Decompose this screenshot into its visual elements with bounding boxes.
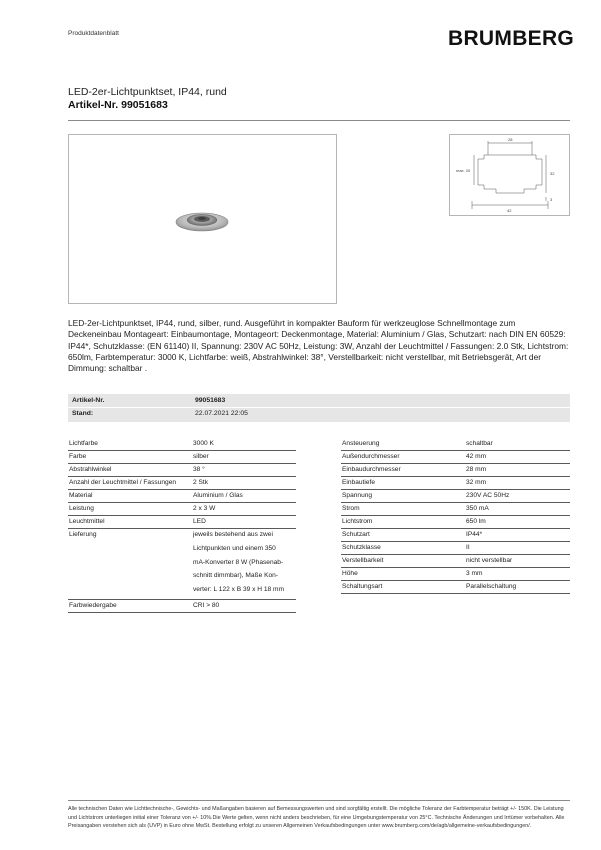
spec-key: Außendurchmesser bbox=[342, 453, 400, 460]
spec-row bbox=[341, 477, 570, 490]
spec-row bbox=[341, 451, 570, 464]
spec-key: Farbwiedergabe bbox=[69, 602, 117, 609]
spec-key: Anzahl der Leuchtmittel / Fassungen bbox=[69, 479, 177, 486]
spec-row bbox=[68, 529, 296, 600]
spec-row bbox=[68, 503, 296, 516]
dim-right-small-label: 3 bbox=[550, 197, 553, 202]
spec-value: schaltbar bbox=[466, 440, 493, 447]
spec-row bbox=[341, 516, 570, 529]
meta-row-date bbox=[68, 408, 570, 420]
brand-logo: BRUMBERG bbox=[448, 27, 575, 50]
dim-left-label: max. 20 bbox=[456, 168, 471, 173]
spec-table-left bbox=[68, 438, 296, 613]
spec-value-line: verter: L 122 x B 39 x H 18 mm bbox=[193, 586, 285, 594]
spec-row bbox=[68, 490, 296, 503]
spec-value: 2 x 3 W bbox=[193, 505, 216, 512]
spec-key: Schutzklasse bbox=[342, 544, 381, 551]
spec-value: 38 ° bbox=[193, 466, 205, 473]
spec-key: Material bbox=[69, 492, 93, 499]
spec-key: Schutzart bbox=[342, 531, 370, 538]
spec-value: silber bbox=[193, 453, 209, 460]
spec-value bbox=[193, 528, 284, 597]
spec-key: Verstellbarkeit bbox=[342, 557, 384, 564]
spec-value-line: mA-Konverter 8 W (Phasenab- bbox=[193, 558, 284, 566]
article-meta-box bbox=[68, 394, 570, 422]
spec-key: Leuchtmittel bbox=[69, 518, 105, 525]
product-title: LED-2er-Lichtpunktset, IP44, rund bbox=[68, 86, 227, 98]
dim-right-label: 32 bbox=[550, 171, 555, 176]
meta-date-value: 22.07.2021 22:05 bbox=[195, 410, 248, 417]
spec-row bbox=[341, 503, 570, 516]
spec-table-right bbox=[341, 438, 570, 594]
meta-date-label: Stand: bbox=[72, 410, 94, 417]
dim-bottom-label: 42 bbox=[507, 208, 512, 213]
spec-key: Einbautiefe bbox=[342, 479, 375, 486]
spec-value: Parallelschaltung bbox=[466, 583, 517, 590]
spec-row bbox=[341, 529, 570, 542]
spec-key: Abstrahlwinkel bbox=[69, 466, 112, 473]
spec-value: II bbox=[466, 544, 470, 551]
product-photo bbox=[68, 134, 337, 304]
spec-row bbox=[341, 490, 570, 503]
spec-key: Farbe bbox=[69, 453, 87, 460]
spec-value: 350 mA bbox=[466, 505, 489, 512]
product-description: LED-2er-Lichtpunktset, IP44, rund, silber, rund. Ausgeführt in kompakter Bauform für werkzeuglose Schnellmontage zum Deckeneinbau Montageart: Einbaumontage, Montageort: Deckenmontage, Material: Aluminium / Glas, Schutzart: nach DIN EN 60529: IP44*, Schutzklasse: (EN 61140) II, Spannung: 230V AC 50Hz, Leistung: 3W, Anzahl der Leuchtmittel / Fassungen: 2.0 Stk, Lichtstrom: 650lm, Farbtemperatur: 3000 K, Lichtfarbe: weiß, Abstrahlwinkel: 38°, Verstellbarkeit: nicht verstellbar, mit Betriebsgerät, Art der Dimmung: schaltbar . bbox=[68, 318, 569, 374]
spec-key: Lichtstrom bbox=[342, 518, 373, 525]
spec-value: IP44* bbox=[466, 531, 483, 538]
spec-key: Lichtfarbe bbox=[69, 440, 98, 447]
spec-value: CRI > 80 bbox=[193, 602, 220, 609]
meta-article-value: 99051683 bbox=[195, 397, 226, 404]
spec-key: Strom bbox=[342, 505, 360, 512]
spec-value: 28 mm bbox=[466, 466, 487, 473]
spec-value: Aluminium / Glas bbox=[193, 492, 243, 499]
spec-value: 3000 K bbox=[193, 440, 214, 447]
header-divider bbox=[68, 120, 570, 121]
technical-drawing bbox=[449, 134, 570, 216]
spec-value-line: jeweils bestehend aus zwei bbox=[193, 531, 273, 538]
spec-key: Ansteuerung bbox=[342, 440, 380, 447]
footer-divider bbox=[68, 800, 570, 801]
article-number-heading: Artikel-Nr. 99051683 bbox=[68, 99, 168, 111]
spec-key: Einbaudurchmesser bbox=[342, 466, 401, 473]
spec-value-line: Lichtpunkten und einem 350 bbox=[193, 544, 276, 552]
meta-article-label: Artikel-Nr. bbox=[72, 397, 105, 404]
spec-row bbox=[341, 555, 570, 568]
spec-row bbox=[68, 477, 296, 490]
spec-value: 650 lm bbox=[466, 518, 486, 525]
downlight-image bbox=[69, 135, 336, 303]
spec-value: LED bbox=[193, 518, 206, 525]
spec-row bbox=[341, 542, 570, 555]
document-type: Produktdatenblatt bbox=[68, 30, 119, 37]
dim-top-label: 28 bbox=[508, 137, 513, 142]
spec-key: Lieferung bbox=[69, 531, 97, 538]
spec-row bbox=[68, 451, 296, 464]
spec-row bbox=[68, 438, 296, 451]
spec-row bbox=[341, 568, 570, 581]
spec-row bbox=[341, 438, 570, 451]
spec-key: Spannung bbox=[342, 492, 373, 499]
footer-disclaimer: Alle technischen Daten wie Lichttechnische-, Gewichts- und Maßangaben basieren auf Bemessungswerten und sind sorgfältig erstellt. Die mögliche Toleranz der Farbtemperatur beträgt +/- 150K. Die Leistung und Lichtstrom unterliegen initial einer Toleranz von +/- 10%.Die Werte gelten, wenn nicht anders beschrieben, für eine Umgebungstemperatur von 25°C. Technische Änderungen und Irrtümer vorbehalten. Alle Preisangaben verstehen sich als (UVP) in Euro ohne MwSt. Bestellung erfolgt zu unseren Allgemeinen Verkaufsbedingungen unter www.brumberg.com/de/agb/allgemeine-verkaufsbedingungen/. bbox=[68, 806, 565, 830]
spec-value: nicht verstellbar bbox=[466, 557, 513, 564]
spec-key: Höhe bbox=[342, 570, 358, 577]
spec-value: 42 mm bbox=[466, 453, 487, 460]
spec-key: Leistung bbox=[69, 505, 94, 512]
spec-key: Schaltungsart bbox=[342, 583, 383, 590]
dimension-drawing bbox=[450, 135, 569, 215]
spec-row bbox=[68, 600, 296, 613]
spec-value-line: schnitt dimmbar), Maße Kon- bbox=[193, 572, 279, 580]
spec-row bbox=[341, 464, 570, 477]
meta-row-article bbox=[68, 395, 570, 407]
spec-row bbox=[68, 464, 296, 477]
spec-row bbox=[341, 581, 570, 594]
spec-value: 32 mm bbox=[466, 479, 487, 486]
spec-value: 2 Stk bbox=[193, 479, 209, 486]
spec-value: 3 mm bbox=[466, 570, 483, 577]
spec-value: 230V AC 50Hz bbox=[466, 492, 510, 499]
